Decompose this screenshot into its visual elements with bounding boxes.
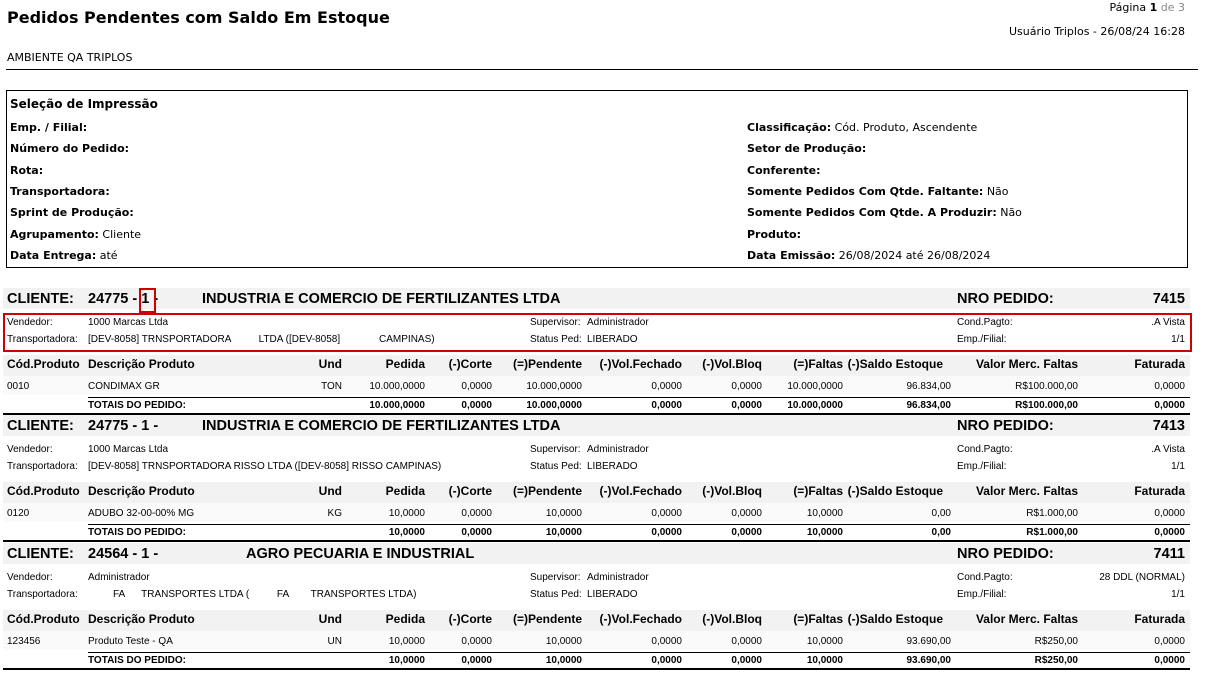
total-faturada: 0,0000 — [1154, 400, 1185, 411]
selection-label: Data Entrega: — [10, 249, 97, 262]
total-saldo: 93.690,00 — [906, 655, 951, 666]
cliente-label: CLIENTE: — [7, 546, 74, 562]
total-faturada: 0,0000 — [1154, 527, 1185, 538]
total-faltas: 10,0000 — [806, 655, 843, 666]
totals-divider — [88, 524, 1190, 525]
cell-faltas: 10.000,0000 — [787, 381, 843, 392]
column-header-pendente: (=)Pendente — [512, 612, 582, 626]
client-code — [88, 418, 158, 434]
total-pendente: 10.000,0000 — [526, 400, 582, 411]
column-header-faltas: (=)Faltas — [793, 484, 843, 498]
client-code-number: 24564 - — [88, 546, 142, 562]
order-number: 7415 — [1152, 291, 1185, 307]
transportadora-value: FA TRANSPORTES LTDA ( FA TRANSPORTES LTDA) — [88, 589, 417, 600]
selection-label: Transportadora: — [10, 185, 110, 198]
item-band — [3, 631, 1190, 650]
order-section — [0, 288, 1205, 416]
emp-filial-label: Emp./Filial: — [957, 589, 1007, 600]
selection-value: Não — [996, 206, 1022, 219]
column-header-und: Und — [318, 357, 342, 371]
page-number: 1 — [1149, 1, 1158, 14]
selection-right-row — [747, 206, 1022, 219]
total-pendente: 10,0000 — [545, 655, 582, 666]
totals-divider — [88, 397, 1190, 398]
vendedor-label: Vendedor: — [7, 572, 53, 583]
total-pedida: 10,0000 — [388, 655, 425, 666]
totals-divider — [88, 652, 1190, 653]
highlight-box-order-info — [3, 313, 1192, 352]
status-value: LIBERADO — [587, 334, 638, 345]
selection-label: Classificação: — [747, 121, 832, 134]
client-seq: 1 — [141, 418, 150, 434]
emp-filial-label: Emp./Filial: — [957, 461, 1007, 472]
cond-pagto-value: 28 DDL (NORMAL) — [1099, 572, 1185, 583]
cell-pendente: 10,0000 — [545, 508, 582, 519]
cell-corte: 0,0000 — [461, 636, 492, 647]
cell-pedida: 10,0000 — [388, 508, 425, 519]
total-volfech: 0,0000 — [651, 527, 682, 538]
report-title: Pedidos Pendentes com Saldo Em Estoque — [7, 8, 390, 27]
selection-label: Produto: — [747, 228, 801, 241]
column-header-corte: (-)Corte — [448, 612, 492, 626]
page-total: de 3 — [1160, 1, 1185, 14]
column-header-pendente: (=)Pendente — [512, 484, 582, 498]
cell-pedida: 10.000,0000 — [369, 381, 425, 392]
selection-label: Sprint de Produção: — [10, 206, 134, 219]
selection-label: Rota: — [10, 164, 44, 177]
emp-filial-value: 1/1 — [1171, 334, 1185, 345]
cell-volfech: 0,0000 — [651, 508, 682, 519]
transportadora-label: Transportadora: — [7, 334, 78, 345]
column-header-valor: Valor Merc. Faltas — [975, 484, 1078, 498]
selection-right-row — [747, 185, 1009, 198]
client-sep: - — [149, 546, 159, 562]
totals-label: TOTAIS DO PEDIDO: — [88, 655, 186, 666]
vendedor-value: Administrador — [88, 572, 150, 583]
column-header-cod: Cód.Produto — [7, 484, 80, 498]
total-pedida: 10.000,0000 — [369, 400, 425, 411]
cell-desc: ADUBO 32-00-00% MG — [88, 508, 195, 519]
cond-pagto-label: Cond.Pagto: — [957, 572, 1013, 583]
column-header-cod: Cód.Produto — [7, 612, 80, 626]
order-section — [0, 415, 1205, 543]
status-label: Status Ped: — [530, 461, 582, 472]
client-name: AGRO PECUARIA E INDUSTRIAL — [246, 546, 475, 562]
column-header-desc: Descrição Produto — [88, 612, 195, 626]
environment-label: AMBIENTE QA TRIPLOS — [7, 51, 133, 64]
total-saldo: 0,00 — [931, 527, 951, 538]
supervisor-value: Administrador — [587, 444, 649, 455]
cell-pedida: 10,0000 — [388, 636, 425, 647]
total-corte: 0,0000 — [461, 400, 492, 411]
cell-faturada: 0,0000 — [1154, 381, 1185, 392]
vendedor-label: Vendedor: — [7, 317, 53, 328]
selection-left-row — [10, 142, 129, 155]
total-faltas: 10,0000 — [806, 527, 843, 538]
column-header-saldo: (-)Saldo Estoque — [847, 484, 943, 498]
client-seq: 1 — [141, 291, 150, 307]
order-number: 7413 — [1152, 418, 1185, 434]
vendedor-value: 1000 Marcas Ltda — [88, 317, 169, 328]
column-header-saldo: (-)Saldo Estoque — [847, 612, 943, 626]
column-header-volfech: (-)Vol.Fechado — [599, 612, 682, 626]
selection-right-row — [747, 228, 801, 241]
cell-volfech: 0,0000 — [651, 636, 682, 647]
status-label: Status Ped: — [530, 589, 582, 600]
selection-label: Emp. / Filial: — [10, 121, 88, 134]
total-faltas: 10.000,0000 — [787, 400, 843, 411]
client-code — [88, 546, 158, 562]
vendedor-label: Vendedor: — [7, 444, 53, 455]
cell-cod: 0010 — [7, 381, 30, 392]
cond-pagto-label: Cond.Pagto: — [957, 317, 1013, 328]
cell-saldo: 93.690,00 — [906, 636, 951, 647]
cell-faltas: 10,0000 — [806, 636, 843, 647]
column-header-volfech: (-)Vol.Fechado — [599, 357, 682, 371]
selection-label: Somente Pedidos Com Qtde. A Produzir: — [747, 206, 997, 219]
status-label: Status Ped: — [530, 334, 582, 345]
cell-und: KG — [327, 508, 342, 519]
cell-faturada: 0,0000 — [1154, 508, 1185, 519]
cell-desc: CONDIMAX GR — [88, 381, 160, 392]
selection-label: Número do Pedido: — [10, 142, 130, 155]
selection-title: Seleção de Impressão — [10, 97, 158, 111]
emp-filial-label: Emp./Filial: — [957, 334, 1007, 345]
cell-corte: 0,0000 — [461, 381, 492, 392]
page-prefix: Página — [1109, 1, 1147, 14]
column-header-pedida: Pedida — [385, 357, 425, 371]
total-valor: R$100.000,00 — [1015, 400, 1078, 411]
cell-faltas: 10,0000 — [806, 508, 843, 519]
cell-valor: R$1.000,00 — [1026, 508, 1078, 519]
column-header-desc: Descrição Produto — [88, 357, 195, 371]
total-volbloq: 0,0000 — [731, 655, 762, 666]
cell-volfech: 0,0000 — [651, 381, 682, 392]
total-corte: 0,0000 — [461, 527, 492, 538]
column-header-faltas: (=)Faltas — [793, 612, 843, 626]
total-pendente: 10,0000 — [545, 527, 582, 538]
column-header-faltas: (=)Faltas — [793, 357, 843, 371]
client-seq: 1 — [141, 546, 150, 562]
cell-cod: 123456 — [7, 636, 41, 647]
emp-filial-value: 1/1 — [1171, 589, 1185, 600]
total-pedida: 10,0000 — [388, 527, 425, 538]
cliente-label: CLIENTE: — [7, 291, 74, 307]
cell-pendente: 10,0000 — [545, 636, 582, 647]
supervisor-value: Administrador — [587, 572, 649, 583]
cell-desc: Produto Teste - QA — [88, 636, 173, 647]
client-sep: - — [149, 291, 159, 307]
cell-und: TON — [321, 381, 342, 392]
section-divider — [3, 668, 1190, 670]
header-divider — [6, 69, 1198, 70]
selection-label: Data Emissão: — [747, 249, 836, 262]
cell-volbloq: 0,0000 — [731, 508, 762, 519]
selection-right-row — [747, 121, 977, 134]
selection-value: 26/08/2024 até 26/08/2024 — [835, 249, 991, 262]
client-code-number: 24775 - — [88, 418, 142, 434]
total-volbloq: 0,0000 — [731, 527, 762, 538]
selection-label: Conferente: — [747, 164, 821, 177]
column-header-cod: Cód.Produto — [7, 357, 80, 371]
cond-pagto-value: .A Vista — [1151, 444, 1185, 455]
column-header-faturada: Faturada — [1134, 357, 1185, 371]
column-header-volbloq: (-)Vol.Bloq — [702, 484, 762, 498]
status-value: LIBERADO — [587, 461, 638, 472]
transportadora-label: Transportadora: — [7, 461, 78, 472]
cell-und: UN — [327, 636, 342, 647]
selection-label: Agrupamento: — [10, 228, 99, 241]
cell-volbloq: 0,0000 — [731, 636, 762, 647]
column-header-faturada: Faturada — [1134, 612, 1185, 626]
selection-label: Somente Pedidos Com Qtde. Faltante: — [747, 185, 984, 198]
cell-valor: R$100.000,00 — [1015, 381, 1078, 392]
selection-label: Setor de Produção: — [747, 142, 867, 155]
total-faturada: 0,0000 — [1154, 655, 1185, 666]
column-header-und: Und — [318, 612, 342, 626]
column-header-volbloq: (-)Vol.Bloq — [702, 357, 762, 371]
column-header-volfech: (-)Vol.Fechado — [599, 484, 682, 498]
highlight-box-client-seq — [139, 288, 159, 313]
cell-cod: 0120 — [7, 508, 30, 519]
client-code-number: 24775 - — [88, 291, 142, 307]
column-header-desc: Descrição Produto — [88, 484, 195, 498]
selection-right-row — [747, 142, 866, 155]
total-volbloq: 0,0000 — [731, 400, 762, 411]
column-header-valor: Valor Merc. Faltas — [975, 612, 1078, 626]
item-band — [3, 376, 1190, 395]
column-header-volbloq: (-)Vol.Bloq — [702, 612, 762, 626]
order-number: 7411 — [1153, 546, 1185, 562]
selection-left-row — [10, 164, 43, 177]
vendedor-value: 1000 Marcas Ltda — [88, 444, 169, 455]
column-header-corte: (-)Corte — [448, 357, 492, 371]
nro-pedido-label: NRO PEDIDO: — [957, 418, 1054, 434]
cell-saldo: 0,00 — [931, 508, 951, 519]
nro-pedido-label: NRO PEDIDO: — [957, 546, 1054, 562]
cell-faturada: 0,0000 — [1154, 636, 1185, 647]
supervisor-label: Supervisor: — [530, 444, 581, 455]
column-header-valor: Valor Merc. Faltas — [975, 357, 1078, 371]
total-corte: 0,0000 — [461, 655, 492, 666]
page-indicator — [1109, 1, 1185, 14]
section-divider — [3, 540, 1190, 542]
totals-label: TOTAIS DO PEDIDO: — [88, 527, 186, 538]
total-volfech: 0,0000 — [651, 400, 682, 411]
client-name: INDUSTRIA E COMERCIO DE FERTILIZANTES LTDA — [202, 418, 561, 434]
cell-pendente: 10.000,0000 — [526, 381, 582, 392]
supervisor-value: Administrador — [587, 317, 649, 328]
total-valor: R$250,00 — [1034, 655, 1078, 666]
column-header-und: Und — [318, 484, 342, 498]
selection-left-row — [10, 206, 134, 219]
selection-right-row — [747, 164, 821, 177]
nro-pedido-label: NRO PEDIDO: — [957, 291, 1054, 307]
total-volfech: 0,0000 — [651, 655, 682, 666]
client-name: INDUSTRIA E COMERCIO DE FERTILIZANTES LTDA — [202, 291, 561, 307]
column-header-faturada: Faturada — [1134, 484, 1185, 498]
supervisor-label: Supervisor: — [530, 317, 581, 328]
client-sep: - — [149, 418, 159, 434]
selection-left-row — [10, 185, 110, 198]
selection-box — [6, 90, 1188, 268]
total-valor: R$1.000,00 — [1026, 527, 1078, 538]
selection-value: até — [96, 249, 118, 262]
selection-value: Não — [983, 185, 1009, 198]
supervisor-label: Supervisor: — [530, 572, 581, 583]
cond-pagto-label: Cond.Pagto: — [957, 444, 1013, 455]
cond-pagto-value: .A Vista — [1151, 317, 1185, 328]
cell-volbloq: 0,0000 — [731, 381, 762, 392]
column-header-pedida: Pedida — [385, 484, 425, 498]
selection-right-row — [747, 249, 990, 262]
emp-filial-value: 1/1 — [1171, 461, 1185, 472]
transportadora-value: [DEV-8058] TRNSPORTADORA LTDA ([DEV-8058] CAMPINAS) — [88, 334, 435, 345]
cell-corte: 0,0000 — [461, 508, 492, 519]
total-saldo: 96.834,00 — [906, 400, 951, 411]
status-value: LIBERADO — [587, 589, 638, 600]
selection-value: Cliente — [98, 228, 142, 241]
selection-value: Cód. Produto, Ascendente — [831, 121, 978, 134]
selection-left-row — [10, 249, 118, 262]
transportadora-label: Transportadora: — [7, 589, 78, 600]
cliente-label: CLIENTE: — [7, 418, 74, 434]
column-header-saldo: (-)Saldo Estoque — [847, 357, 943, 371]
totals-label: TOTAIS DO PEDIDO: — [88, 400, 186, 411]
user-datetime: Usuário Triplos - 26/08/24 16:28 — [1008, 25, 1185, 38]
cell-saldo: 96.834,00 — [906, 381, 951, 392]
column-header-pedida: Pedida — [385, 612, 425, 626]
selection-left-row — [10, 121, 87, 134]
cell-valor: R$250,00 — [1034, 636, 1078, 647]
column-header-corte: (-)Corte — [448, 484, 492, 498]
order-section — [0, 543, 1205, 671]
selection-left-row — [10, 228, 141, 241]
transportadora-value: [DEV-8058] TRNSPORTADORA RISSO LTDA ([DEV-8058] RISSO CAMPINAS) — [88, 461, 442, 472]
column-header-pendente: (=)Pendente — [512, 357, 582, 371]
